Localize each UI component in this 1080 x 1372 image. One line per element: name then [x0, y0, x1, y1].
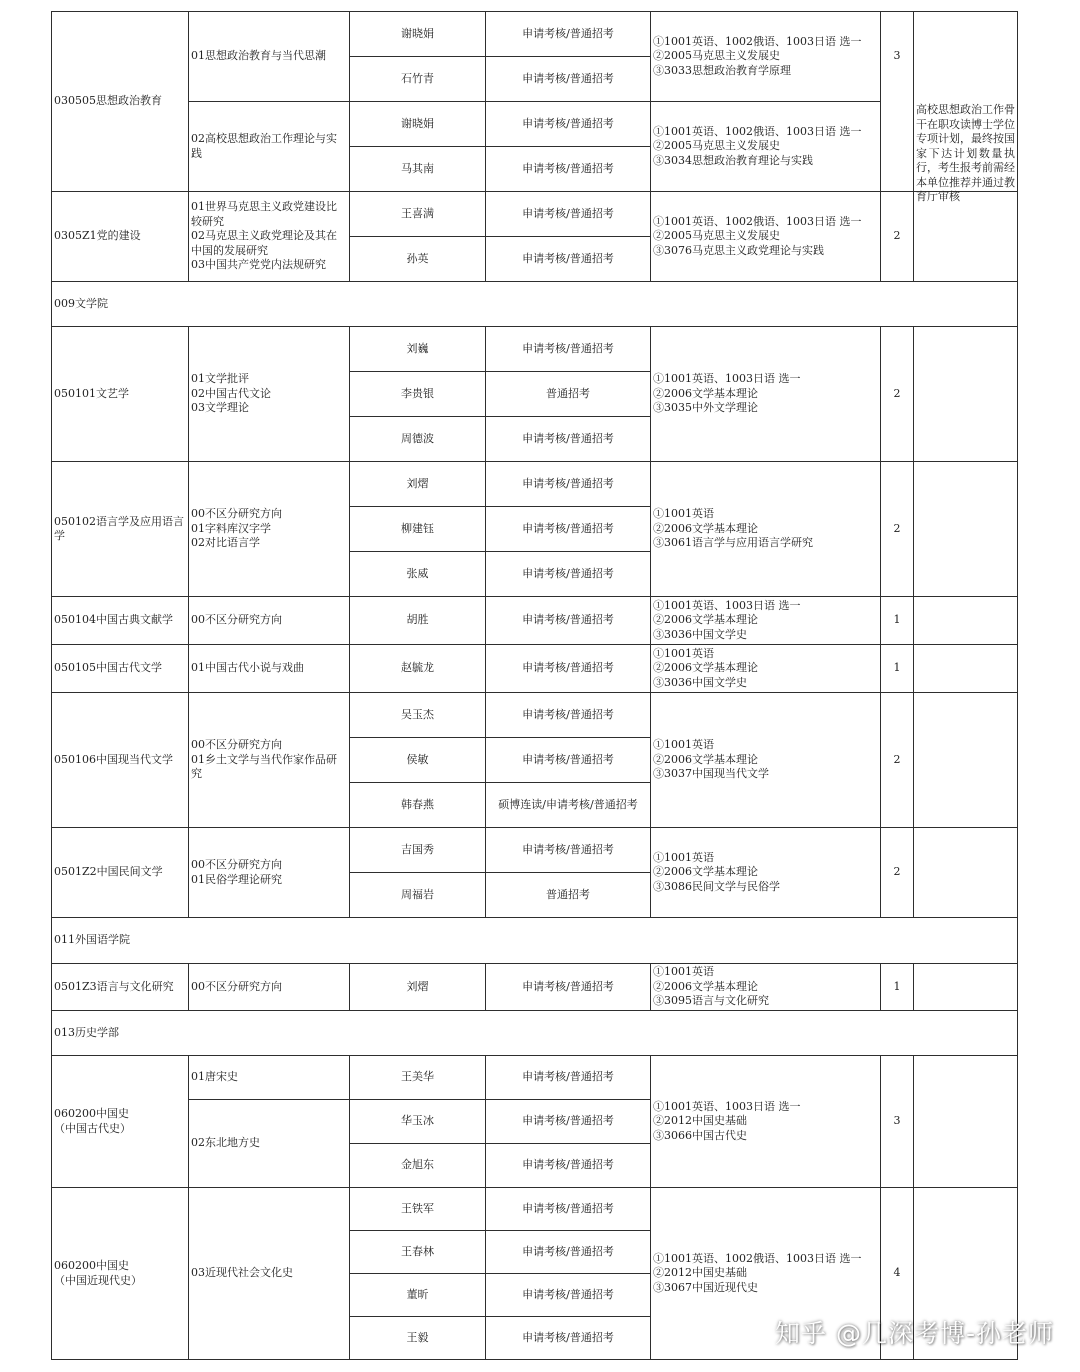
note-cell [914, 828, 1018, 918]
mode-cell: 普通招考 [486, 372, 651, 417]
teacher-cell: 刘巍 [350, 327, 486, 372]
quota-cell: 2 [881, 462, 914, 597]
section-title: 013历史学部 [52, 1011, 1018, 1056]
table-row [52, 1056, 1018, 1100]
exam-cell: ①1001英语、1002俄语、1003日语 选一 ②2005马克思主义发展史 ③3034思想政治教育理论与实践 [651, 102, 881, 192]
direction-cell: 01文学批评 02中国古代文论 03文学理论 [189, 327, 350, 462]
section-row [52, 918, 1018, 964]
direction-cell: 01世界马克思主义政党建设比较研究 02马克思主义政党理论及其在中国的发展研究 03中国共产党党内法规研究 [189, 192, 350, 282]
teacher-cell: 华玉冰 [350, 1100, 486, 1144]
mode-cell: 申请考核/普通招考 [486, 57, 651, 102]
zhihu-watermark: 知乎 @几深考博-孙老师 [775, 1319, 1054, 1348]
note-cell [914, 12, 1018, 203]
table-row [52, 828, 1018, 873]
mode-cell: 申请考核/普通招考 [486, 237, 651, 282]
teacher-cell: 柳建钰 [350, 507, 486, 552]
mode-cell: 申请考核/普通招考 [486, 1144, 651, 1188]
quota-cell: 2 [881, 327, 914, 462]
direction-cell: 01中国古代小说与戏曲 [189, 645, 350, 693]
table-row [52, 645, 1018, 693]
teacher-cell: 马其南 [350, 147, 486, 192]
quota-cell [881, 12, 914, 192]
mode-cell: 申请考核/普通招考 [486, 417, 651, 462]
direction-cell: 00不区分研究方向 [189, 597, 350, 645]
major-cell: 060200中国史 （中国古代史） [52, 1056, 189, 1188]
teacher-cell: 王喜满 [350, 192, 486, 237]
quota-cell: 3 [881, 1056, 914, 1188]
major-cell: 060200中国史 （中国近现代史） [52, 1188, 189, 1360]
exam-cell: ①1001英语、1003日语 选一 ②2006文学基本理论 ③3036中国文学史 [651, 597, 881, 645]
teacher-cell: 王美华 [350, 1056, 486, 1100]
exam-cell: ①1001英语、1002俄语、1003日语 选一 ②2012中国史基础 ③3067中国近现代史 [651, 1188, 881, 1360]
mode-cell: 申请考核/普通招考 [486, 192, 651, 237]
teacher-cell: 周德波 [350, 417, 486, 462]
section-row [52, 1011, 1018, 1056]
teacher-cell: 石竹青 [350, 57, 486, 102]
mode-cell: 申请考核/普通招考 [486, 1188, 651, 1231]
exam-cell: ①1001英语 ②2006文学基本理论 ③3036中国文学史 [651, 645, 881, 693]
major-cell: 050104中国古典文献学 [52, 597, 189, 645]
note-cell [914, 192, 1018, 282]
major-cell: 050106中国现当代文学 [52, 693, 189, 828]
table-row [52, 102, 1018, 147]
direction-cell: 02东北地方史 [189, 1100, 350, 1188]
teacher-cell: 王毅 [350, 1317, 486, 1360]
note-cell [914, 1056, 1018, 1188]
direction-cell: 02高校思想政治工作理论与实践 [189, 102, 350, 192]
mode-cell: 申请考核/普通招考 [486, 1056, 651, 1100]
mode-cell: 申请考核/普通招考 [486, 1274, 651, 1317]
major-cell: 030505思想政治教育 [52, 12, 189, 192]
mode-cell: 申请考核/普通招考 [486, 645, 651, 693]
note-cell [914, 327, 1018, 462]
mode-cell: 申请考核/普通招考 [486, 12, 651, 57]
teacher-cell: 张威 [350, 552, 486, 597]
mode-cell: 申请考核/普通招考 [486, 552, 651, 597]
mode-cell: 申请考核/普通招考 [486, 147, 651, 192]
enrollment-catalog-table [51, 11, 1018, 1360]
table-row [52, 462, 1018, 507]
note-cell [914, 597, 1018, 645]
exam-cell: ①1001英语 ②2006文学基本理论 ③3086民间文学与民俗学 [651, 828, 881, 918]
section-title: 011外国语学院 [52, 918, 1018, 964]
section-title: 009文学院 [52, 282, 1018, 327]
major-cell: 050101文艺学 [52, 327, 189, 462]
teacher-cell: 孙英 [350, 237, 486, 282]
direction-cell: 00不区分研究方向 01乡土文学与当代作家作品研究 [189, 693, 350, 828]
table-row [52, 1188, 1018, 1231]
mode-cell: 申请考核/普通招考 [486, 462, 651, 507]
teacher-cell: 吴玉杰 [350, 693, 486, 738]
exam-cell: ①1001英语、1002俄语、1003日语 选一 ②2005马克思主义发展史 ③3076马克思主义政党理论与实践 [651, 192, 881, 282]
major-cell: 0501Z2中国民间文学 [52, 828, 189, 918]
mode-cell: 普通招考 [486, 873, 651, 918]
direction-cell: 03近现代社会文化史 [189, 1188, 350, 1360]
exam-cell: ①1001英语 ②2006文学基本理论 ③3061语言学与应用语言学研究 [651, 462, 881, 597]
mode-cell: 申请考核/普通招考 [486, 327, 651, 372]
note-cell [914, 645, 1018, 693]
teacher-cell: 谢晓娟 [350, 12, 486, 57]
table-row [52, 964, 1018, 1011]
mode-cell: 申请考核/普通招考 [486, 1100, 651, 1144]
quota-cell: 1 [881, 645, 914, 693]
exam-cell: ①1001英语、1003日语 选一 ②2012中国史基础 ③3066中国古代史 [651, 1056, 881, 1188]
major-cell: 0501Z3语言与文化研究 [52, 964, 189, 1011]
note-cell [914, 964, 1018, 1011]
teacher-cell: 董昕 [350, 1274, 486, 1317]
mode-cell: 申请考核/普通招考 [486, 693, 651, 738]
teacher-cell: 侯敏 [350, 738, 486, 783]
direction-cell: 00不区分研究方向 01民俗学理论研究 [189, 828, 350, 918]
teacher-cell: 周福岩 [350, 873, 486, 918]
major-cell: 050105中国古代文学 [52, 645, 189, 693]
quota-cell: 2 [881, 693, 914, 828]
quota-cell: 1 [881, 597, 914, 645]
teacher-cell: 王铁军 [350, 1188, 486, 1231]
exam-cell: ①1001英语、1003日语 选一 ②2006文学基本理论 ③3035中外文学理论 [651, 327, 881, 462]
note-text: 高校思想政治工作骨干在职攻读博士学位专项计划，最终按国家下达计划数量执行，考生报考前需经本单位推荐并通过教育厅审核 [916, 103, 1015, 203]
direction-cell: 01唐宋史 [189, 1056, 350, 1100]
mode-cell: 申请考核/普通招考 [486, 964, 651, 1011]
teacher-cell: 韩春燕 [350, 783, 486, 828]
exam-cell: ①1001英语、1002俄语、1003日语 选一 ②2005马克思主义发展史 ③3033思想政治教育学原理 [651, 12, 881, 102]
teacher-cell: 刘熠 [350, 964, 486, 1011]
teacher-cell: 赵毓龙 [350, 645, 486, 693]
teacher-cell: 李贵银 [350, 372, 486, 417]
note-cell [914, 462, 1018, 597]
table-row [52, 12, 1018, 57]
direction-cell: 01思想政治教育与当代思潮 [189, 12, 350, 102]
mode-cell: 申请考核/普通招考 [486, 738, 651, 783]
mode-cell: 申请考核/普通招考 [486, 1231, 651, 1274]
teacher-cell: 吉国秀 [350, 828, 486, 873]
exam-cell: ①1001英语 ②2006文学基本理论 ③3095语言与文化研究 [651, 964, 881, 1011]
mode-cell: 申请考核/普通招考 [486, 597, 651, 645]
table-row [52, 192, 1018, 237]
mode-cell: 申请考核/普通招考 [486, 1317, 651, 1360]
section-row [52, 282, 1018, 327]
quota-value: 3 [893, 49, 901, 63]
mode-cell: 申请考核/普通招考 [486, 828, 651, 873]
table-row [52, 693, 1018, 738]
teacher-cell: 金旭东 [350, 1144, 486, 1188]
major-cell: 050102语言学及应用语言学 [52, 462, 189, 597]
quota-cell: 4 [881, 1188, 914, 1360]
direction-cell: 00不区分研究方向 01字料库汉字学 02对比语言学 [189, 462, 350, 597]
major-cell: 0305Z1党的建设 [52, 192, 189, 282]
exam-cell: ①1001英语 ②2006文学基本理论 ③3037中国现当代文学 [651, 693, 881, 828]
teacher-cell: 谢晓娟 [350, 102, 486, 147]
direction-cell: 00不区分研究方向 [189, 964, 350, 1011]
mode-cell: 硕博连读/申请考核/普通招考 [486, 783, 651, 828]
table-row [52, 597, 1018, 645]
table-row [52, 327, 1018, 372]
note-cell [914, 693, 1018, 828]
teacher-cell: 王春林 [350, 1231, 486, 1274]
teacher-cell: 刘熠 [350, 462, 486, 507]
teacher-cell: 胡胜 [350, 597, 486, 645]
mode-cell: 申请考核/普通招考 [486, 507, 651, 552]
quota-cell: 1 [881, 964, 914, 1011]
quota-cell: 2 [881, 828, 914, 918]
quota-cell: 2 [881, 192, 914, 282]
mode-cell: 申请考核/普通招考 [486, 102, 651, 147]
